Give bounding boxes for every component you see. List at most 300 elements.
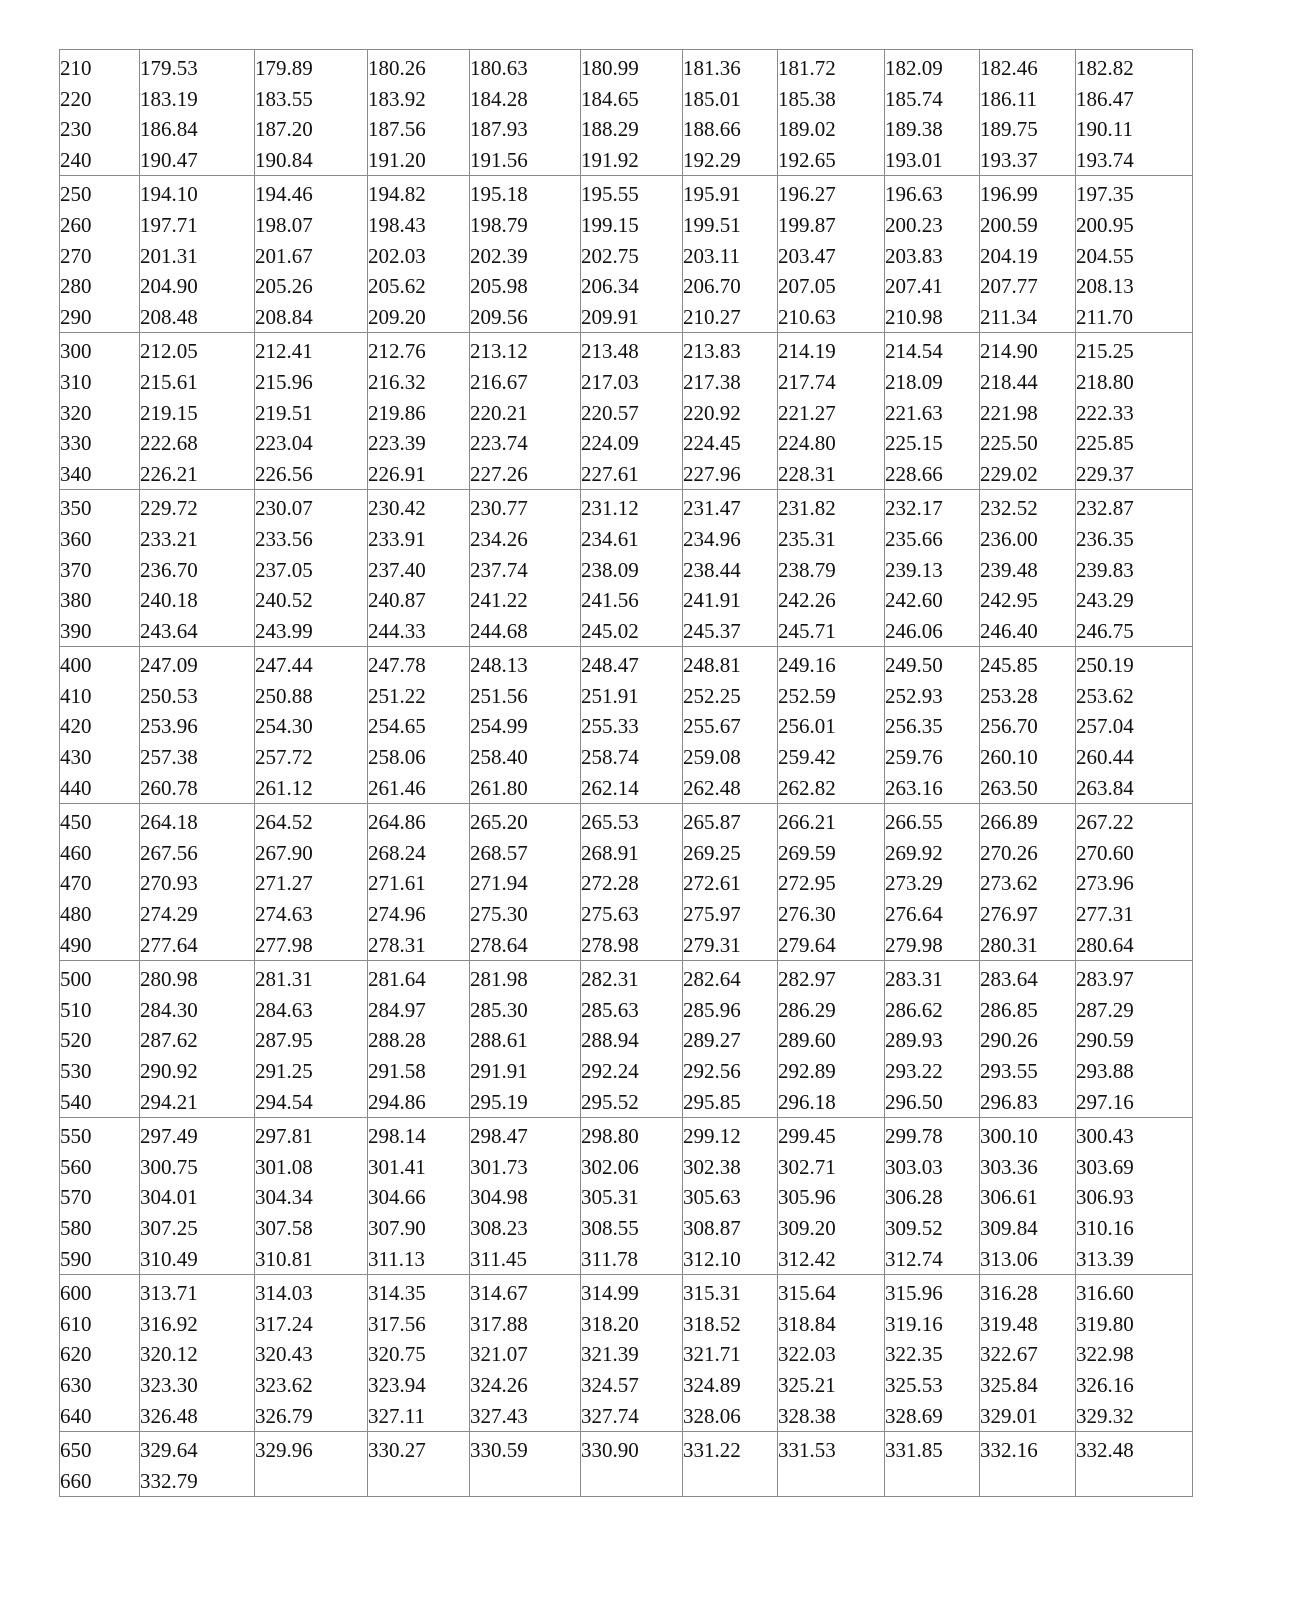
cell-value: 179.89 [255, 56, 313, 80]
key-column-cell [60, 804, 140, 961]
cell-value: 299.45 [778, 1124, 836, 1149]
cell-value: 319.16 [885, 1311, 943, 1336]
cell-value: 223.39 [368, 431, 426, 456]
cell-value: 233.21 [140, 526, 198, 551]
row-key: 440 [60, 775, 92, 800]
cell-value: 239.83 [1076, 557, 1134, 582]
cell-value: 275.63 [581, 902, 639, 927]
cell-value: 246.75 [1076, 618, 1134, 643]
cell-value: 204.19 [980, 243, 1038, 268]
cell-value: 264.18 [140, 810, 198, 835]
cell-value: 288.28 [368, 1028, 426, 1053]
cell-value: 330.90 [581, 1438, 639, 1463]
key-column-cell [60, 647, 140, 804]
cell-value: 195.55 [581, 182, 639, 207]
cell-value: 326.16 [1076, 1372, 1134, 1397]
cell-value: 299.12 [683, 1124, 741, 1149]
row-key: 470 [60, 871, 92, 896]
cell-value: 312.10 [683, 1246, 741, 1271]
cell-value: 219.51 [255, 400, 313, 425]
cell-value: 289.93 [885, 1028, 943, 1053]
row-key: 510 [60, 997, 92, 1022]
cell-value: 279.64 [778, 932, 836, 957]
cell-value: 281.31 [255, 967, 313, 992]
cell-value: 315.96 [885, 1281, 943, 1306]
cell-value: 281.98 [470, 967, 528, 992]
cell-value: 236.00 [980, 526, 1038, 551]
cell-value [980, 1466, 1075, 1497]
cell-value: 286.62 [885, 997, 943, 1022]
cell-value: 205.26 [255, 274, 313, 299]
cell-value: 215.25 [1076, 339, 1134, 364]
cell-value: 295.85 [683, 1089, 741, 1114]
cell-value: 254.99 [470, 714, 528, 739]
cell-value: 257.38 [140, 745, 198, 770]
table-block [60, 804, 1193, 961]
value-column-cell [1076, 490, 1193, 647]
cell-value [683, 1466, 777, 1497]
value-column-cell [980, 804, 1076, 961]
row-key: 210 [60, 56, 92, 80]
value-column-cell [778, 804, 885, 961]
cell-value: 272.28 [581, 871, 639, 896]
cell-value: 193.74 [1076, 147, 1134, 172]
cell-value: 325.84 [980, 1372, 1038, 1397]
cell-value: 260.78 [140, 775, 198, 800]
cell-value: 278.64 [470, 932, 528, 957]
value-column-cell [255, 333, 368, 490]
cell-value: 243.29 [1076, 588, 1134, 613]
cell-value: 222.33 [1076, 400, 1134, 425]
cell-value: 185.01 [683, 86, 741, 111]
row-key: 520 [60, 1028, 92, 1053]
cell-value: 213.83 [683, 339, 741, 364]
cell-value: 311.78 [581, 1246, 638, 1271]
value-column-cell [1076, 333, 1193, 490]
cell-value: 203.11 [683, 243, 740, 268]
cell-value: 261.12 [255, 775, 313, 800]
cell-value: 249.16 [778, 653, 836, 678]
cell-value: 202.75 [581, 243, 639, 268]
cell-value: 331.22 [683, 1438, 741, 1463]
cell-value: 322.67 [980, 1342, 1038, 1367]
cell-value: 232.17 [885, 496, 943, 521]
row-key: 630 [60, 1372, 92, 1397]
cell-value: 268.57 [470, 840, 528, 865]
cell-value: 310.81 [255, 1246, 313, 1271]
table-block [60, 1432, 1193, 1497]
value-column-cell [140, 647, 255, 804]
cell-value: 222.68 [140, 431, 198, 456]
cell-value: 259.76 [885, 745, 943, 770]
cell-value: 330.59 [470, 1438, 528, 1463]
cell-value: 233.56 [255, 526, 313, 551]
cell-value: 196.27 [778, 182, 836, 207]
cell-value: 324.57 [581, 1372, 639, 1397]
cell-value: 265.20 [470, 810, 528, 835]
value-column-cell [581, 647, 683, 804]
cell-value: 258.40 [470, 745, 528, 770]
value-column-cell [885, 333, 980, 490]
cell-value: 256.01 [778, 714, 836, 739]
cell-value: 221.63 [885, 400, 943, 425]
cell-value: 199.15 [581, 212, 639, 237]
cell-value: 200.23 [885, 212, 943, 237]
cell-value: 214.19 [778, 339, 836, 364]
value-column-cell [683, 961, 778, 1118]
cell-value: 280.64 [1076, 932, 1134, 957]
cell-value: 209.91 [581, 304, 639, 329]
cell-value: 241.91 [683, 588, 741, 613]
cell-value: 264.86 [368, 810, 426, 835]
cell-value: 232.52 [980, 496, 1038, 521]
cell-value: 278.31 [368, 932, 426, 957]
cell-value: 323.94 [368, 1372, 426, 1397]
cell-value: 291.25 [255, 1059, 313, 1083]
value-column-cell [470, 50, 581, 176]
cell-value: 238.09 [581, 557, 639, 582]
value-column-cell [885, 1275, 980, 1432]
cell-value: 261.46 [368, 775, 426, 800]
cell-value: 264.52 [255, 810, 313, 835]
cell-value: 298.47 [470, 1124, 528, 1149]
cell-value: 291.58 [368, 1059, 426, 1083]
cell-value: 211.34 [980, 304, 1037, 329]
row-key: 650 [60, 1438, 92, 1463]
cell-value: 215.61 [140, 369, 198, 394]
cell-value: 246.40 [980, 618, 1038, 643]
cell-value: 209.56 [470, 304, 528, 329]
cell-value [1076, 1466, 1192, 1497]
row-key: 570 [60, 1185, 92, 1210]
row-key: 490 [60, 932, 92, 957]
cell-value: 236.35 [1076, 526, 1134, 551]
cell-value: 327.11 [368, 1403, 425, 1428]
key-column-cell [60, 333, 140, 490]
cell-value: 196.99 [980, 182, 1038, 207]
cell-value: 320.43 [255, 1342, 313, 1367]
cell-value: 321.39 [581, 1342, 639, 1367]
row-key: 450 [60, 810, 92, 835]
cell-value: 279.31 [683, 932, 741, 957]
value-column-cell [581, 333, 683, 490]
cell-value: 317.88 [470, 1311, 528, 1336]
key-column-cell [60, 1118, 140, 1275]
row-key: 390 [60, 618, 92, 643]
row-key: 540 [60, 1089, 92, 1114]
row-key: 500 [60, 967, 92, 992]
cell-value: 263.50 [980, 775, 1038, 800]
cell-value: 183.92 [368, 86, 426, 111]
cell-value: 260.10 [980, 745, 1038, 770]
cell-value: 250.88 [255, 683, 313, 708]
cell-value: 184.65 [581, 86, 639, 111]
cell-value: 218.44 [980, 369, 1038, 394]
cell-value: 183.19 [140, 86, 198, 111]
value-column-cell [470, 1275, 581, 1432]
cell-value: 252.25 [683, 683, 741, 708]
value-column-cell [885, 961, 980, 1118]
cell-value: 251.91 [581, 683, 639, 708]
cell-value: 297.49 [140, 1124, 198, 1149]
cell-value: 192.29 [683, 147, 741, 172]
cell-value: 286.29 [778, 997, 836, 1022]
cell-value: 327.74 [581, 1403, 639, 1428]
cell-value: 252.59 [778, 683, 836, 708]
value-column-cell [1076, 647, 1193, 804]
cell-value: 194.10 [140, 182, 198, 207]
cell-value [470, 1466, 580, 1497]
cell-value: 211.70 [1076, 304, 1133, 329]
cell-value: 200.59 [980, 212, 1038, 237]
value-column-cell [470, 647, 581, 804]
row-key: 660 [60, 1468, 92, 1493]
value-column-cell [255, 490, 368, 647]
cell-value: 213.12 [470, 339, 528, 364]
cell-value: 250.19 [1076, 653, 1134, 678]
value-column-cell [885, 804, 980, 961]
table-row [60, 961, 1193, 1118]
cell-value: 287.95 [255, 1028, 313, 1053]
cell-value: 200.95 [1076, 212, 1134, 237]
cell-value: 282.31 [581, 967, 639, 992]
cell-value: 301.73 [470, 1154, 528, 1179]
cell-value: 290.59 [1076, 1028, 1134, 1053]
cell-value: 204.55 [1076, 243, 1134, 268]
cell-value: 230.77 [470, 496, 528, 521]
cell-value: 285.30 [470, 997, 528, 1022]
cell-value: 233.91 [368, 526, 426, 551]
cell-value [255, 1466, 367, 1497]
cell-value: 242.26 [778, 588, 836, 613]
cell-value: 317.24 [255, 1311, 313, 1336]
cell-value: 304.66 [368, 1185, 426, 1210]
value-column-cell [581, 176, 683, 333]
value-column-cell [470, 1118, 581, 1275]
cell-value: 314.67 [470, 1281, 528, 1306]
cell-value: 312.74 [885, 1246, 943, 1271]
row-key: 560 [60, 1154, 92, 1179]
cell-value: 281.64 [368, 967, 426, 992]
cell-value: 308.87 [683, 1215, 741, 1240]
value-column-cell [980, 1432, 1076, 1497]
cell-value: 255.33 [581, 714, 639, 739]
value-column-cell [470, 961, 581, 1118]
cell-value: 308.23 [470, 1215, 528, 1240]
value-column-cell [470, 176, 581, 333]
cell-value: 303.03 [885, 1154, 943, 1179]
cell-value: 182.46 [980, 56, 1038, 80]
cell-value: 318.84 [778, 1311, 836, 1336]
cell-value: 179.53 [140, 56, 198, 80]
cell-value: 271.94 [470, 871, 528, 896]
cell-value: 189.02 [778, 117, 836, 142]
value-column-cell [683, 1432, 778, 1497]
cell-value: 278.98 [581, 932, 639, 957]
cell-value: 272.95 [778, 871, 836, 896]
cell-value: 241.22 [470, 588, 528, 613]
value-column-cell [368, 961, 470, 1118]
cell-value: 240.18 [140, 588, 198, 613]
cell-value: 270.93 [140, 871, 198, 896]
cell-value: 310.49 [140, 1246, 198, 1271]
value-column-cell [1076, 1432, 1193, 1497]
cell-value: 307.58 [255, 1215, 313, 1240]
value-column-cell [778, 1118, 885, 1275]
row-key: 300 [60, 339, 92, 364]
cell-value: 277.31 [1076, 902, 1134, 927]
value-column-cell [778, 961, 885, 1118]
cell-value: 315.31 [683, 1281, 741, 1306]
value-column-cell [368, 176, 470, 333]
cell-value: 300.75 [140, 1154, 198, 1179]
cell-value: 198.79 [470, 212, 528, 237]
cell-value: 220.21 [470, 400, 528, 425]
cell-value: 208.13 [1076, 274, 1134, 299]
cell-value: 322.98 [1076, 1342, 1134, 1367]
value-column-cell [140, 490, 255, 647]
cell-value: 276.30 [778, 902, 836, 927]
value-column-cell [368, 1432, 470, 1497]
cell-value: 268.24 [368, 840, 426, 865]
cell-value: 182.09 [885, 56, 943, 80]
cell-value: 210.27 [683, 304, 741, 329]
cell-value: 207.77 [980, 274, 1038, 299]
cell-value: 207.05 [778, 274, 836, 299]
cell-value: 206.34 [581, 274, 639, 299]
value-column-cell [885, 1432, 980, 1497]
cell-value: 319.48 [980, 1311, 1038, 1336]
cell-value: 234.26 [470, 526, 528, 551]
row-key: 380 [60, 588, 92, 613]
cell-value [581, 1466, 682, 1497]
cell-value: 309.52 [885, 1215, 943, 1240]
cell-value: 185.38 [778, 86, 836, 111]
cell-value: 283.31 [885, 967, 943, 992]
cell-value: 283.97 [1076, 967, 1134, 992]
cell-value: 188.66 [683, 117, 741, 142]
cell-value: 246.06 [885, 618, 943, 643]
row-key: 590 [60, 1246, 92, 1271]
cell-value: 266.89 [980, 810, 1038, 835]
value-column-cell [470, 333, 581, 490]
cell-value: 310.16 [1076, 1215, 1134, 1240]
row-key: 340 [60, 461, 92, 486]
value-column-cell [140, 50, 255, 176]
cell-value: 308.55 [581, 1215, 639, 1240]
cell-value: 267.90 [255, 840, 313, 865]
row-key: 430 [60, 745, 92, 770]
cell-value: 269.59 [778, 840, 836, 865]
cell-value: 284.97 [368, 997, 426, 1022]
value-column-cell [683, 490, 778, 647]
cell-value: 198.07 [255, 212, 313, 237]
cell-value: 332.16 [980, 1438, 1038, 1463]
row-key: 360 [60, 526, 92, 551]
cell-value: 205.98 [470, 274, 528, 299]
value-column-cell [581, 961, 683, 1118]
cell-value: 202.03 [368, 243, 426, 268]
cell-value: 282.64 [683, 967, 741, 992]
cell-value: 235.66 [885, 526, 943, 551]
cell-value: 265.87 [683, 810, 741, 835]
cell-value: 277.64 [140, 932, 198, 957]
table-row [60, 490, 1193, 647]
value-column-cell [1076, 176, 1193, 333]
cell-value: 238.79 [778, 557, 836, 582]
value-column-cell [470, 1432, 581, 1497]
cell-value: 198.43 [368, 212, 426, 237]
value-column-cell [1076, 961, 1193, 1118]
cell-value: 313.06 [980, 1246, 1038, 1271]
cell-value: 280.31 [980, 932, 1038, 957]
cell-value: 302.38 [683, 1154, 741, 1179]
cell-value: 294.21 [140, 1089, 198, 1114]
row-key: 550 [60, 1124, 92, 1149]
row-key: 410 [60, 683, 92, 708]
value-column-cell [470, 490, 581, 647]
cell-value: 196.63 [885, 182, 943, 207]
cell-value: 297.16 [1076, 1089, 1134, 1114]
table-row [60, 1275, 1193, 1432]
cell-value: 286.85 [980, 997, 1038, 1022]
cell-value: 184.28 [470, 86, 528, 111]
cell-value: 231.82 [778, 496, 836, 521]
cell-value: 254.30 [255, 714, 313, 739]
value-column-cell [368, 50, 470, 176]
cell-value: 256.70 [980, 714, 1038, 739]
cell-value: 229.02 [980, 461, 1038, 486]
cell-value: 210.63 [778, 304, 836, 329]
cell-value: 314.03 [255, 1281, 313, 1306]
cell-value: 227.61 [581, 461, 639, 486]
cell-value: 316.28 [980, 1281, 1038, 1306]
cell-value: 209.20 [368, 304, 426, 329]
cell-value: 181.36 [683, 56, 741, 80]
row-key: 460 [60, 840, 92, 865]
value-column-cell [980, 961, 1076, 1118]
cell-value: 285.96 [683, 997, 741, 1022]
cell-value: 322.03 [778, 1342, 836, 1367]
table-block [60, 50, 1193, 176]
cell-value: 303.69 [1076, 1154, 1134, 1179]
cell-value: 203.83 [885, 243, 943, 268]
cell-value: 229.72 [140, 496, 198, 521]
row-key: 320 [60, 400, 92, 425]
cell-value: 212.41 [255, 339, 313, 364]
cell-value: 321.07 [470, 1342, 528, 1367]
cell-value: 274.63 [255, 902, 313, 927]
cell-value: 320.12 [140, 1342, 198, 1367]
table-row [60, 176, 1193, 333]
cell-value: 273.96 [1076, 871, 1134, 896]
cell-value: 311.45 [470, 1246, 527, 1271]
cell-value: 220.92 [683, 400, 741, 425]
value-column-cell [1076, 804, 1193, 961]
value-table [59, 49, 1193, 1497]
cell-value: 191.92 [581, 147, 639, 172]
cell-value: 293.88 [1076, 1059, 1134, 1083]
cell-value: 197.35 [1076, 182, 1134, 207]
row-key: 310 [60, 369, 92, 394]
cell-value: 189.38 [885, 117, 943, 142]
row-key: 620 [60, 1342, 92, 1367]
table-row [60, 804, 1193, 961]
cell-value: 261.80 [470, 775, 528, 800]
cell-value: 249.50 [885, 653, 943, 678]
value-column-cell [778, 1432, 885, 1497]
cell-value: 216.32 [368, 369, 426, 394]
